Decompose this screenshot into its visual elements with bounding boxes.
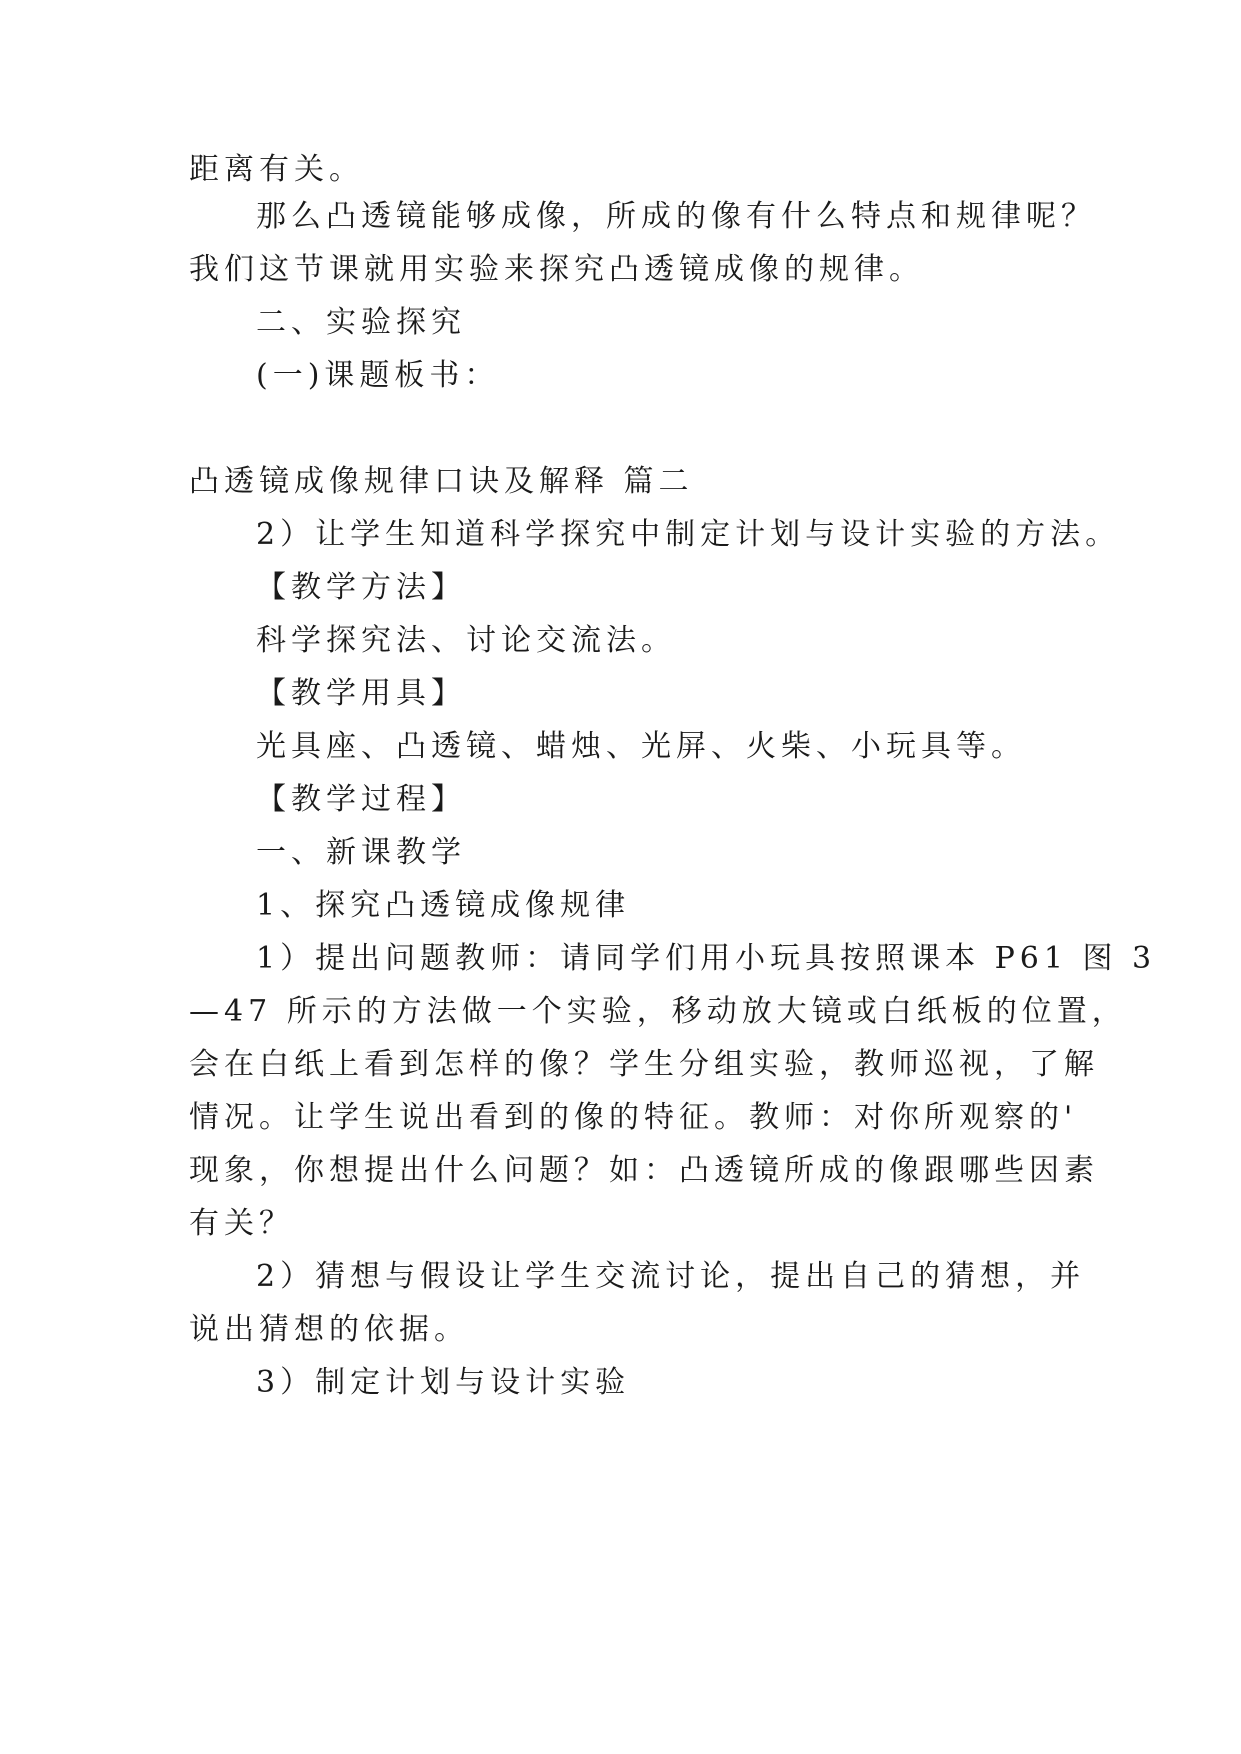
text-line: 我们这节课就用实验来探究凸透镜成像的规律。	[189, 252, 924, 287]
text-line: 科学探究法、讨论交流法。	[256, 623, 676, 658]
text-line: 2）让学生知道科学探究中制定计划与设计实验的方法。	[256, 517, 1121, 552]
text-line: 2）猜想与假设让学生交流讨论，提出自己的猜想，并	[256, 1259, 1086, 1294]
article-title: 凸透镜成像规律口诀及解释 篇二	[189, 464, 694, 499]
text-line: 3）制定计划与设计实验	[256, 1365, 631, 1400]
section-label: 【教学过程】	[256, 782, 466, 817]
text-line: 说出猜想的依据。	[189, 1312, 469, 1347]
subsection-heading: (一)课题板书：	[256, 358, 500, 393]
text-line: 情况。让学生说出看到的像的特征。教师：对你所观察的'	[189, 1100, 1078, 1135]
subsection-heading: 1、探究凸透镜成像规律	[256, 888, 631, 923]
text-line: 那么凸透镜能够成像，所成的像有什么特点和规律呢？	[256, 199, 1096, 234]
section-label: 【教学用具】	[256, 676, 466, 711]
text-line: —47 所示的方法做一个实验，移动放大镜或白纸板的位置，	[189, 994, 1127, 1029]
text-line: 现象，你想提出什么问题？如：凸透镜所成的像跟哪些因素	[189, 1153, 1099, 1188]
section-heading: 二、实验探究	[256, 305, 466, 340]
text-line: 光具座、凸透镜、蜡烛、光屏、火柴、小玩具等。	[256, 729, 1026, 764]
section-heading: 一、新课教学	[256, 835, 466, 870]
text-line: 距离有关。	[189, 152, 364, 187]
text-line: 有关？	[189, 1206, 294, 1241]
text-line: 会在白纸上看到怎样的像？学生分组实验，教师巡视，了解	[189, 1047, 1099, 1082]
section-label: 【教学方法】	[256, 570, 466, 605]
text-line: 1）提出问题教师：请同学们用小玩具按照课本 P61 图 3	[256, 941, 1157, 976]
